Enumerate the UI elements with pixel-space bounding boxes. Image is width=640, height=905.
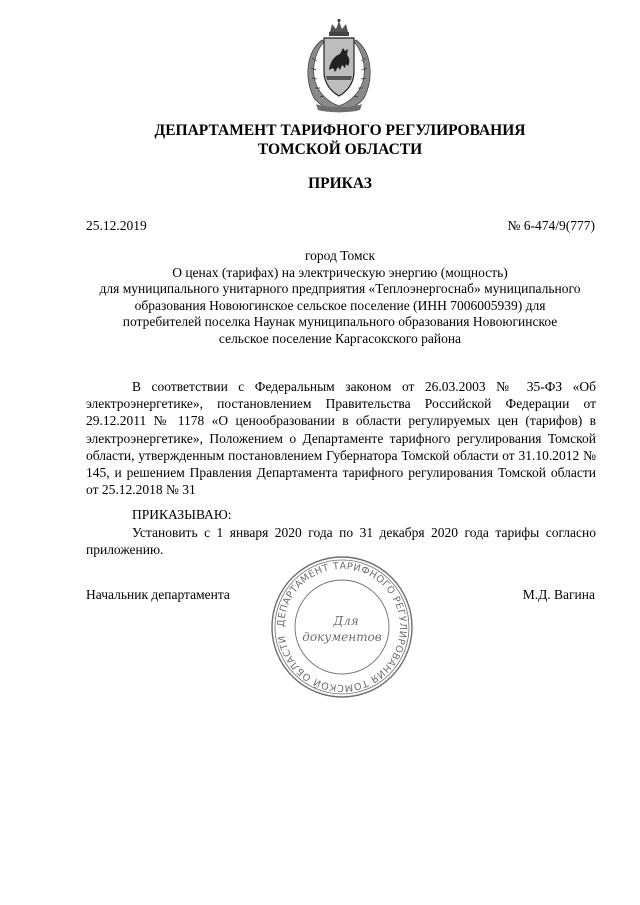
subject-line: сельское поселение Каргасокского района (218, 330, 462, 346)
order-text: Установить с 1 января 2020 года по 31 декабря 2020 года тарифы согласно приложению. (86, 525, 596, 558)
subject-line: потребителей поселка Наунак муниципального образования Новоюгинское (122, 314, 558, 330)
stamp-seal-icon (268, 553, 416, 701)
stamp-center-line-2: документов (302, 630, 382, 644)
header-line-2: ТОМСКОЙ ОБЛАСТИ (257, 141, 423, 158)
order-word: ПРИКАЗЫВАЮ: (132, 507, 232, 522)
document-subject (80, 248, 600, 348)
subject-line: образования Новоюгинское сельское поселение (ИНН 7006005939) для (134, 297, 546, 313)
document-number: № 6-474/9(777) (507, 218, 595, 233)
stamp-center-line-1: Для (333, 614, 359, 628)
preamble-text: В соответствии с Федеральным законом от 26.03.2003 № 35-ФЗ «Об электроэнергетике», постановлением Правительства Российской Федерации от 29.12.2011 № 1178 «О ценообразовании в области регулируемых цен (тарифов) в электроэнергетике», Положением о Департаменте тарифного регулирования Томской области, утвержденным постановлением Губернатора Томской области от 31.10.2012 № 145, и решением Правления Департамента тарифного регулирования Томской области от 25.12.2018 № 31 (86, 379, 596, 498)
subject-line: для муниципального унитарного предприятия «Теплоэнергоснаб» муниципального (99, 281, 581, 297)
header-line-1: ДЕПАРТАМЕНТ ТАРИФНОГО РЕГУЛИРОВАНИЯ (154, 122, 526, 139)
coat-of-arms-emblem (296, 18, 382, 114)
document-type-title: ПРИКАЗ (308, 175, 372, 192)
preamble-paragraph (86, 378, 596, 498)
signatory-name: М.Д. Вагина (522, 587, 595, 602)
coat-of-arms-icon (296, 18, 382, 114)
official-stamp (268, 553, 416, 701)
stamp-ring-text: ДЕПАРТАМЕНТ ТАРИФНОГО РЕГУЛИРОВАНИЯ ТОМСКОЙ ОБЛАСТИ (275, 560, 409, 694)
document-date: 25.12.2019 (86, 218, 147, 233)
city-line: город Томск (304, 248, 376, 263)
subject-line: О ценах (тарифах) на электрическую энергию (мощность) (172, 264, 508, 280)
department-header (60, 121, 620, 159)
signatory-position: Начальник департамента (86, 587, 230, 602)
